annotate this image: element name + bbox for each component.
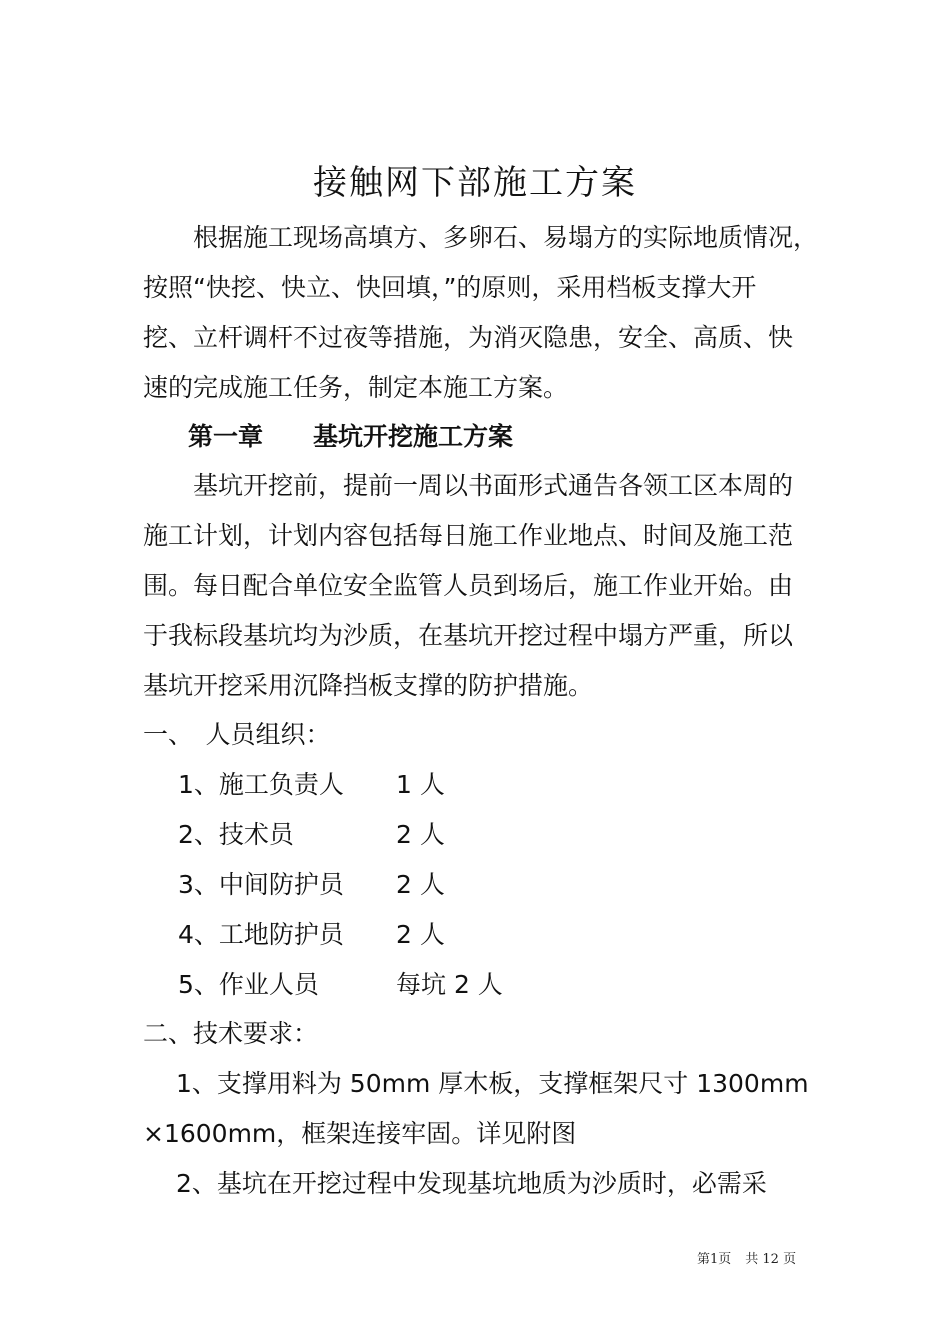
staff-count: 2 人: [396, 920, 445, 949]
staff-row: [178, 760, 445, 810]
staff-row: [178, 910, 445, 960]
staff-row: [178, 860, 445, 910]
paragraph-line: 按照“快挖、快立、快回填，”的原则，采用档板支撑大开: [143, 273, 757, 302]
staff-count: 2 人: [396, 820, 445, 849]
staff-role: 4、工地防护员: [178, 920, 344, 949]
document-title: 接触网下部施工方案: [313, 163, 637, 203]
paragraph-line: 基坑开挖前，提前一周以书面形式通告各领工区本周的: [143, 471, 794, 500]
paragraph-line: 施工计划，计划内容包括每日施工作业地点、时间及施工范: [143, 521, 794, 550]
staff-row: [178, 960, 503, 1010]
intro-paragraph: [143, 213, 818, 413]
chapter-number: 第一章: [188, 422, 264, 451]
chapter-heading: [188, 412, 513, 462]
paragraph-line: 基坑开挖采用沉降挡板支撑的防护措施。: [143, 671, 594, 700]
staff-role: 1、施工负责人: [178, 770, 344, 799]
staff-role: 5、作业人员: [178, 970, 319, 999]
staff-role: 2、技术员: [178, 820, 294, 849]
chapter-paragraph: [143, 461, 793, 711]
page-total: 共 12 页: [745, 1252, 797, 1267]
paragraph-line: 根据施工现场高填方、多卵石、易塌方的实际地质情况，: [143, 223, 819, 252]
staff-count: 每坑 2 人: [396, 970, 503, 999]
paragraph-line: 围。每日配合单位安全监管人员到场后，施工作业开始。由: [143, 571, 794, 600]
paragraph-line: 于我标段基坑均为沙质，在基坑开挖过程中塌方严重，所以: [143, 621, 794, 650]
staff-role: 3、中间防护员: [178, 870, 344, 899]
paragraph-line: 1、支撑用料为 50mm 厚木板，支撑框架尺寸 1300mm: [143, 1069, 809, 1098]
page-number: 第1页: [697, 1252, 732, 1267]
requirements-paragraph: [143, 1059, 809, 1209]
chapter-title: 基坑开挖施工方案: [313, 422, 514, 451]
paragraph-line: 挖、立杆调杆不过夜等措施，为消灭隐患，安全、高质、快: [143, 323, 794, 352]
staff-count: 2 人: [396, 870, 445, 899]
paragraph-line: 2、基坑在开挖过程中发现基坑地质为沙质时，必需采: [143, 1169, 767, 1198]
paragraph-line: ×1600mm，框架连接牢固。详见附图: [143, 1119, 577, 1148]
paragraph-line: 速的完成施工任务，制定本施工方案。: [143, 373, 569, 402]
staff-row: [178, 810, 445, 860]
staff-count: 1 人: [396, 770, 445, 799]
section-heading-staff: 一、 人员组织：: [143, 720, 331, 749]
section-heading-requirements: 二、技术要求：: [143, 1019, 319, 1048]
page-footer: [697, 1250, 796, 1270]
